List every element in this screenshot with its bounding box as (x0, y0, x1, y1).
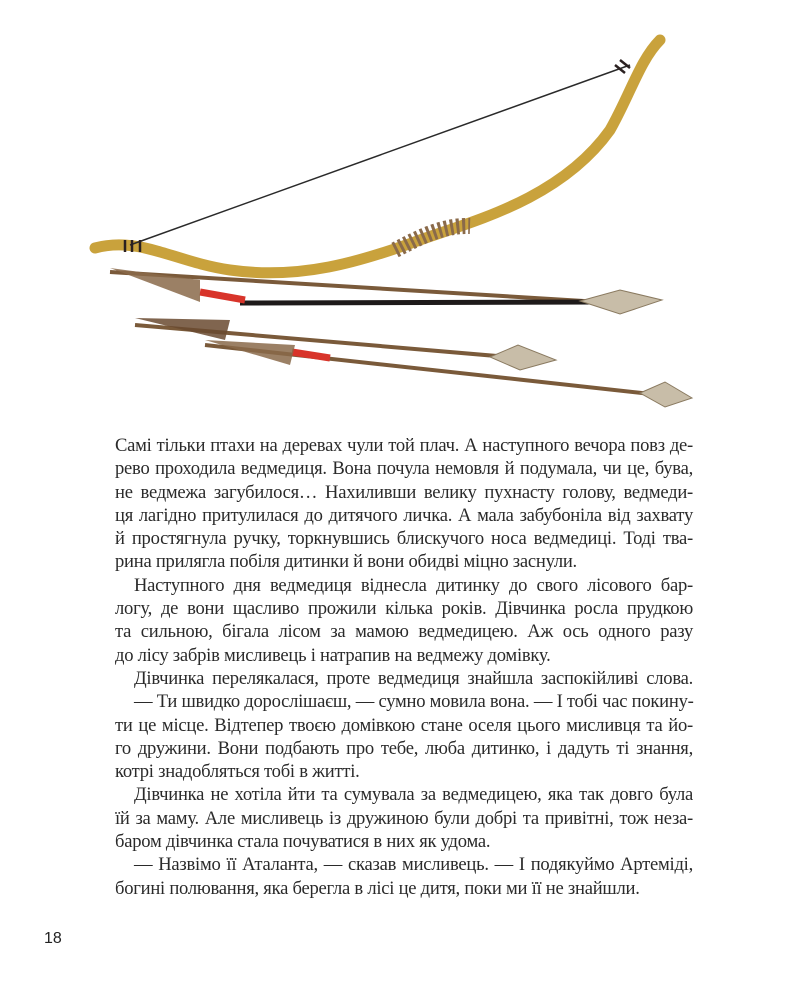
text-line: Дівчинка перелякалася, проте ведмедиця знайшла заспокійливі слова. (134, 667, 693, 689)
text-line: богині полювання, яка берегла в лісі це дитя, поки ми її не знайшли. (115, 877, 640, 899)
text-line: котрі знадобляться тобі в житті. (115, 761, 360, 783)
bow (95, 40, 660, 273)
text-line: до лісу забрів мисливець і натрапив на ведмежу домівку. (115, 644, 551, 666)
story-text (115, 434, 693, 900)
text-line: рево проходила ведмедиця. Вона почула немовля й подумала, чи це, бува, (115, 458, 693, 480)
text-line: — Ти швидко дорослішаєш, — сумно мовила вона. — І тобі час покину- (134, 691, 694, 713)
text-line: Наступного дня ведмедиця віднесла дитинку до свого лісового бар- (134, 574, 693, 596)
text-line: Дівчинка не хотіла йти та сумувала за ведмедицею, яка так довго була (134, 784, 693, 806)
text-line: — Назвімо її Аталанта, — сказав мисливець. — І подякуймо Артеміді, (134, 854, 693, 876)
text-line: не ведмежа загубилося… Нахиливши велику пухнасту голову, ведмеди- (115, 481, 693, 503)
text-line: го дружини. Вони подбають про тебе, люба дитинко, і дадуть ті знання, (115, 737, 693, 759)
text-line: рина прилягла побіля дитинки й вони обидві міцно заснули. (115, 551, 577, 573)
text-line: баром дівчинка стала почуватися в них як удома. (115, 831, 491, 853)
page-number: 18 (44, 930, 62, 947)
text-line: їй за маму. Але мисливець із дружиною були добрі та привітні, тож неза- (115, 807, 693, 829)
bow-and-arrows-illustration (0, 0, 798, 430)
text-line: та сильною, бігала лісом за мамою ведмедицею. Аж ось одного разу (115, 621, 693, 643)
text-line: ця лагідно притулилася до дитячого личка. А мала забубоніла від захвату (115, 504, 693, 526)
arrow-black (110, 268, 662, 314)
text-line: й простягнула ручку, торкнувшись блискучого носа ведмедиці. Тоді тва- (115, 528, 693, 550)
text-line: Самі тільки птахи на деревах чули той плач. А наступного вечора повз де- (115, 435, 693, 456)
text-line: логу, де вони щасливо прожили кілька років. Дівчинка росла прудкою (115, 598, 693, 620)
text-line: ти це місце. Відтепер твоєю домівкою стане оселя цього мисливця та йо- (115, 714, 693, 736)
